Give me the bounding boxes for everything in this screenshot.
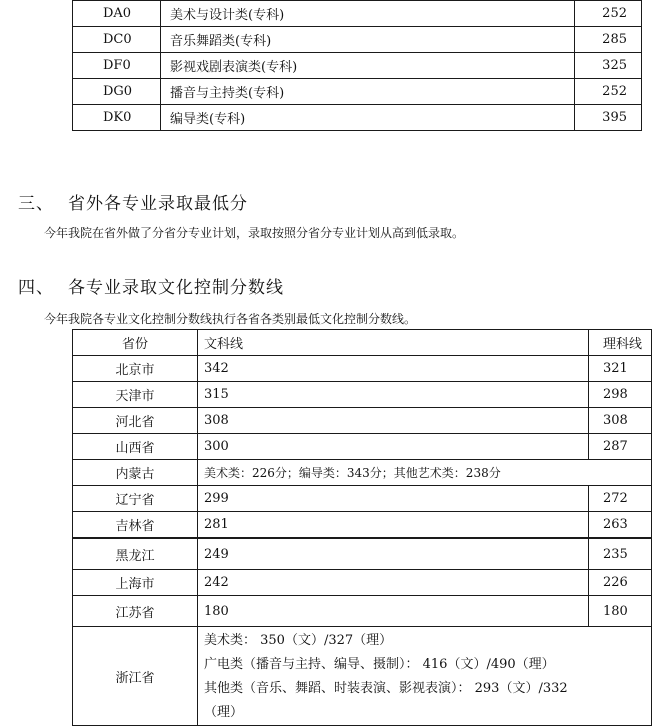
li-cell: 235: [589, 538, 652, 570]
table-row: [73, 53, 642, 79]
wen-cell: 242: [198, 570, 589, 596]
table-row: [73, 538, 652, 570]
wen-cell: 299: [198, 486, 589, 512]
major-code: DG0: [73, 79, 161, 105]
province-cell: 内蒙古: [73, 460, 198, 486]
table-header-row: [73, 330, 652, 356]
section-title: 各专业录取文化控制分数线: [68, 278, 284, 298]
province-cell: 山西省: [73, 434, 198, 460]
section-number: 三、: [18, 194, 54, 214]
table-row: [73, 434, 652, 460]
combined-score-cell: 美术类：226分；编导类：343分；其他艺术类：238分: [198, 460, 652, 486]
wen-cell: 315: [198, 382, 589, 408]
section-title: 省外各专业录取最低分: [68, 194, 248, 214]
table-row: [73, 1, 642, 27]
major-score: 285: [575, 27, 642, 53]
wen-cell: 180: [198, 596, 589, 627]
li-cell: 321: [589, 356, 652, 382]
table-row: [73, 27, 642, 53]
table-row: [73, 356, 652, 382]
header-li: 理科线: [589, 330, 652, 356]
table-row: [73, 105, 642, 131]
table-row: [73, 596, 652, 627]
table-row: [73, 512, 652, 539]
major-name: 影视戏剧表演类(专科): [161, 53, 575, 79]
li-cell: 180: [589, 596, 652, 627]
major-score: 325: [575, 53, 642, 79]
detail-line: （理）: [204, 705, 244, 720]
table-row: [73, 486, 652, 512]
major-name: 音乐舞蹈类(专科): [161, 27, 575, 53]
province-cell: 辽宁省: [73, 486, 198, 512]
table-row: [73, 382, 652, 408]
table-row: [73, 408, 652, 434]
province-cell: 天津市: [73, 382, 198, 408]
province-cell: 吉林省: [73, 512, 198, 539]
li-cell: 298: [589, 382, 652, 408]
cutoff-score-table: [72, 329, 652, 726]
province-cell: 上海市: [73, 570, 198, 596]
major-code: DA0: [73, 1, 161, 27]
section-heading-3: [18, 189, 248, 214]
province-cell: 河北省: [73, 408, 198, 434]
section-paragraph-4: 今年我院各专业文化控制分数线执行各省各类别最低文化控制分数线。: [44, 312, 417, 326]
li-cell: 308: [589, 408, 652, 434]
major-name: 美术与设计类(专科): [161, 1, 575, 27]
header-province: 省份: [73, 330, 198, 356]
li-cell: 226: [589, 570, 652, 596]
wen-cell: 249: [198, 538, 589, 570]
table-row: [73, 570, 652, 596]
li-cell: 263: [589, 512, 652, 539]
table-row: [73, 79, 642, 105]
header-wen: 文科线: [198, 330, 589, 356]
major-score: 252: [575, 79, 642, 105]
section-number: 四、: [18, 278, 54, 298]
section-paragraph-3: 今年我院在省外做了分省分专业计划，录取按照分省分专业计划从高到低录取。: [44, 226, 465, 240]
wen-cell: 342: [198, 356, 589, 382]
detail-line: 其他类（音乐、舞蹈、时装表演、影视表演）： 293（文）/332: [204, 681, 568, 696]
zhejiang-detail-cell: [198, 627, 652, 726]
major-code: DC0: [73, 27, 161, 53]
province-cell: 黑龙江: [73, 538, 198, 570]
major-name: 播音与主持类(专科): [161, 79, 575, 105]
province-cell: 浙江省: [73, 627, 198, 726]
detail-line: 广电类（播音与主持、编导、摄制）： 416（文）/490（理）: [204, 657, 555, 672]
table-row: [73, 627, 652, 726]
major-score: 252: [575, 1, 642, 27]
wen-cell: 300: [198, 434, 589, 460]
li-cell: 272: [589, 486, 652, 512]
li-cell: 287: [589, 434, 652, 460]
province-cell: 北京市: [73, 356, 198, 382]
wen-cell: 308: [198, 408, 589, 434]
province-cell: 江苏省: [73, 596, 198, 627]
table-row: [73, 460, 652, 486]
detail-line: 美术类： 350（文）/327（理）: [204, 633, 393, 648]
major-score-table: [72, 0, 642, 131]
major-code: DK0: [73, 105, 161, 131]
section-heading-4: [18, 273, 284, 298]
major-code: DF0: [73, 53, 161, 79]
major-name: 编导类(专科): [161, 105, 575, 131]
wen-cell: 281: [198, 512, 589, 539]
major-score: 395: [575, 105, 642, 131]
